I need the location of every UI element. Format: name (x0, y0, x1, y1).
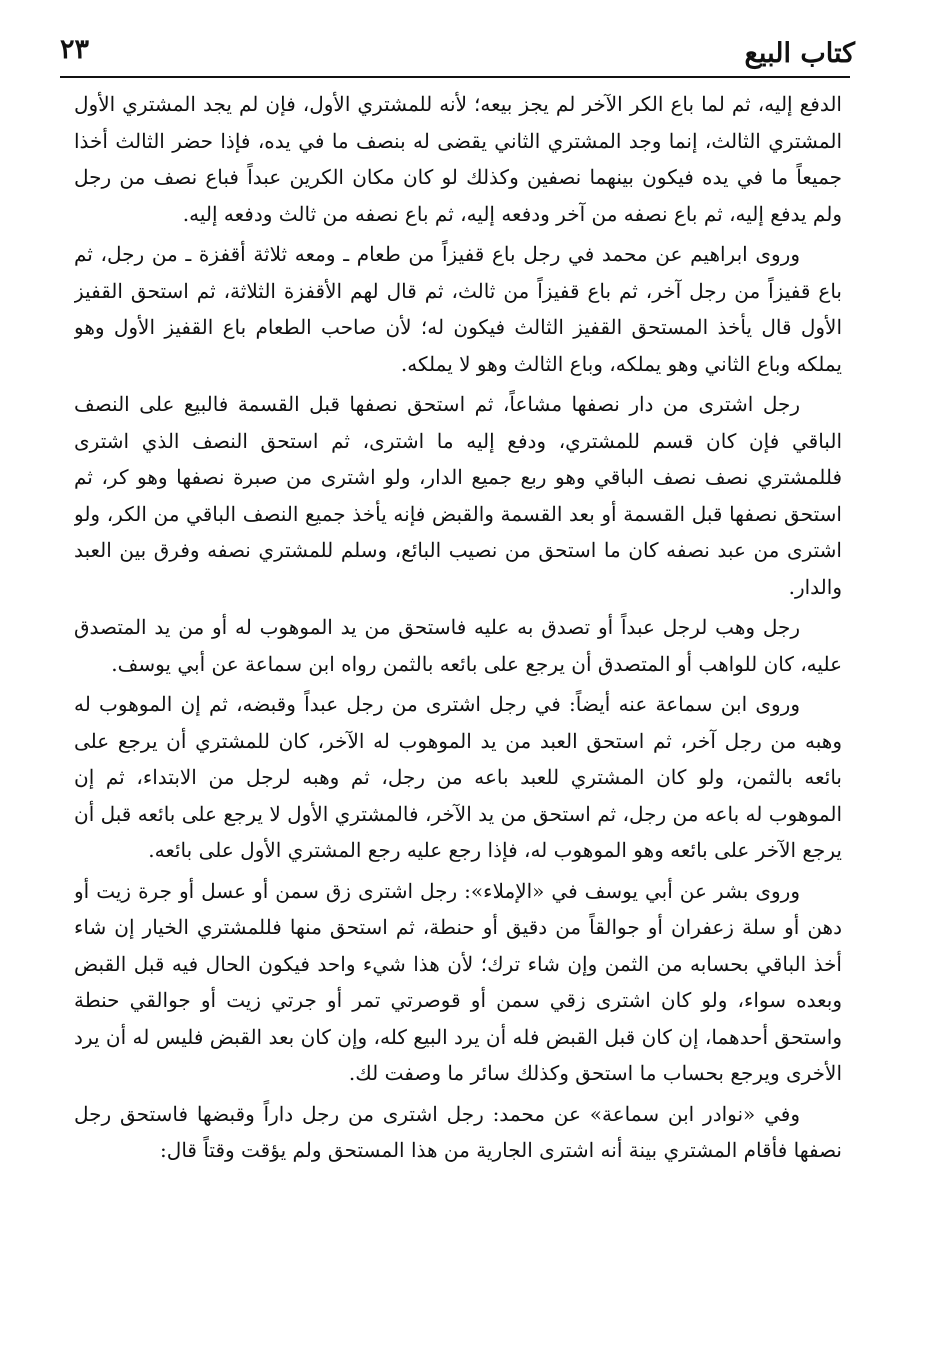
paragraph: رجل اشترى من دار نصفها مشاعاً، ثم استحق نصفها قبل القسمة فالبيع على النصف الباقي فإن كان قسم للمشتري، ودفع إليه ما اشترى، ثم استحق النصف الذي اشترى فللمشتري نصف نصف الباقي وهو ربع جميع الدار، ولو اشترى من صبرة نصفها وهو كر، ثم استحق نصفها قبل القسمة أو بعد القسمة والقبض فإنه يأخذ جميع النصف الباقي من الكر، ولو اشترى من عبد نصفه كان ما استحق من نصيب البائع، وسلم للمشتري نصفه وفرق بين العبد والدار. (74, 392, 842, 599)
paragraph: وروى ابراهيم عن محمد في رجل باع قفيزاً من طعام ـ ومعه ثلاثة أقفزة ـ من رجل، ثم باع قفيزاً من رجل آخر، ثم باع قفيزاً من ثالث، ثم قال لهم الأقفزة الثلاثة، ثم استحق القفيز الأول قال يأخذ المستحق القفيز الثالث فيكون له؛ لأن صاحب الطعام باع القفيز الأول وهو يملكه وباع الثاني وهو يملكه، وباع الثالث وهو لا يملكه. (74, 242, 842, 376)
running-title: كتاب البيع (744, 38, 855, 69)
header-rule (60, 76, 850, 78)
paragraph: الدفع إليه، ثم لما باع الكر الآخر لم يجز بيعه؛ لأنه للمشتري الأول، فإن لم يجد المشتري الأول المشتري الثالث، إنما وجد المشتري الثاني يقضى له بنصف ما في يده، فإذا حضر الثالث أخذا جميعاً ما في يده فيكون بينهما نصفين وكذلك لو كان مكان الكرين عبداً فباع نصف من رجل ولم يدفع إليه، ثم باع نصفه من آخر ودفعه إليه، ثم باع نصفه من ثالث ودفعه إليه. (74, 92, 842, 226)
body-text (74, 86, 842, 1348)
page-header (60, 22, 855, 76)
page-number: ٢٣ (60, 34, 90, 65)
paragraph: وروى بشر عن أبي يوسف في «الإملاء»: رجل اشترى زق سمن أو عسل أو جرة زيت أو دهن أو سلة زعفران أو جوالقاً من دقيق أو حنطة، ثم استحق منها فللمشتري الخيار إن شاء أخذ الباقي بحسابه من الثمن وإن شاء ترك؛ لأن هذا شيء واحد فيكون الحال فيه قبل القبض وبعده سواء، ولو كان اشترى زقي سمن أو قوصرتي تمر أو جرتي زيت أو جوالقي حنطة واستحق أحدهما، إن كان قبل القبض فله أن يرد البيع كله، وإن كان بعد القبض فليس له أن يرد الأخرى ويرجع بحساب ما استحق وكذلك سائر ما وصفت لك. (74, 878, 842, 1085)
paragraph: وروى ابن سماعة عنه أيضاً: في رجل اشترى من رجل عبداً وقبضه، ثم إن الموهوب له وهبه من رجل آخر، ثم استحق العبد من يد الموهوب له الآخر، كان للمشتري أن يرجع على بائعه بالثمن، ولو كان المشتري للعبد باعه من رجل، ثم وهبه لرجل من الابتداء، ثم إن الموهوب له باعه من رجل، ثم استحق من يد الآخر، فالمشتري الأول لا يرجع على بائعه قبل أن يرجع الآخر على بائعه وهو الموهوب له، فإذا رجع عليه رجع المشتري الأول على بائعه. (74, 692, 842, 862)
paragraph: وفي «نوادر ابن سماعة» عن محمد: رجل اشترى من رجل داراً وقبضها فاستحق رجل نصفها فأقام المشتري بينة أنه اشترى الجارية من هذا المستحق ولم يؤقت وقتاً قال: (74, 1101, 842, 1162)
paragraph: رجل وهب لرجل عبداً أو تصدق به عليه فاستحق من يد الموهوب له أو من يد المتصدق عليه، كان للواهب أو المتصدق أن يرجع على بائعه بالثمن رواه ابن سماعة عن أبي يوسف. (74, 615, 842, 676)
